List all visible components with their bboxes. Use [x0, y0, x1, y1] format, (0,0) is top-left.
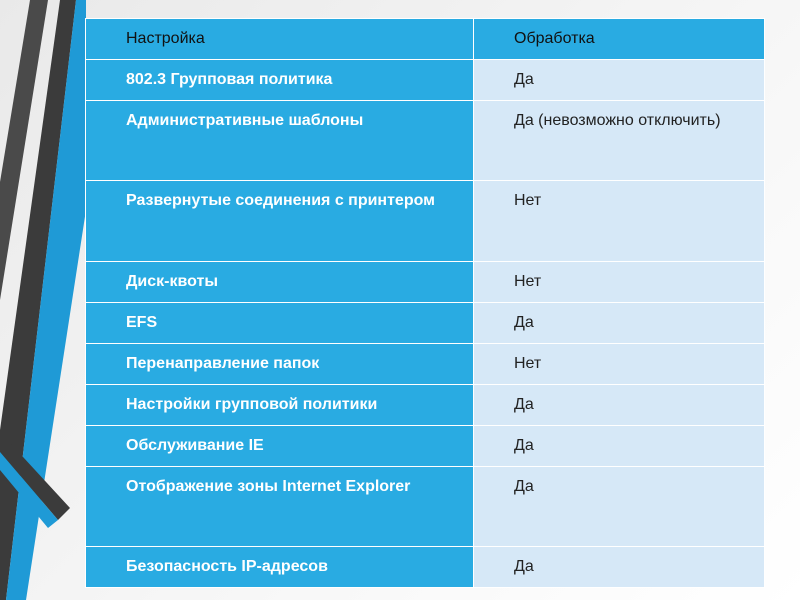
- row-setting: Обслуживание IE: [126, 437, 264, 454]
- row-setting: Настройки групповой политики: [126, 396, 378, 413]
- row-setting: Развернутые соединения с принтером: [126, 192, 435, 209]
- row-processing: Нет: [514, 192, 542, 209]
- row-processing: Да: [514, 437, 534, 454]
- settings-table: [85, 18, 765, 588]
- header-setting-cell: [86, 19, 474, 60]
- table-row: [86, 426, 765, 467]
- row-processing: Нет: [514, 273, 542, 290]
- row-processing: Да: [514, 71, 534, 88]
- row-setting: EFS: [126, 314, 158, 331]
- table-row: [86, 344, 765, 385]
- table-row: [86, 262, 765, 303]
- row-processing: Да: [514, 558, 534, 575]
- table-row: [86, 181, 765, 262]
- header-setting: Настройка: [126, 30, 205, 47]
- row-processing: Да: [514, 314, 534, 331]
- row-setting: Административные шаблоны: [126, 112, 364, 129]
- row-setting: Отображение зоны Internet Explorer: [126, 478, 411, 495]
- table-row: [86, 385, 765, 426]
- table-row: [86, 303, 765, 344]
- row-setting: 802.3 Групповая политика: [126, 71, 333, 88]
- row-setting: Безопасность IP-адресов: [126, 558, 328, 575]
- row-setting: Перенаправление папок: [126, 355, 320, 372]
- table-row: [86, 101, 765, 181]
- header-processing-cell: [474, 19, 765, 60]
- header-processing: Обработка: [514, 30, 595, 47]
- row-processing: Да: [514, 396, 534, 413]
- table-row: [86, 467, 765, 547]
- row-setting: Диск-квоты: [126, 273, 218, 290]
- table-header-row: [86, 19, 765, 60]
- row-processing: Нет: [514, 355, 542, 372]
- row-processing: Да: [514, 478, 534, 495]
- table-row: [86, 547, 765, 588]
- table-row: [86, 60, 765, 101]
- row-processing: Да (невозможно отключить): [514, 112, 721, 129]
